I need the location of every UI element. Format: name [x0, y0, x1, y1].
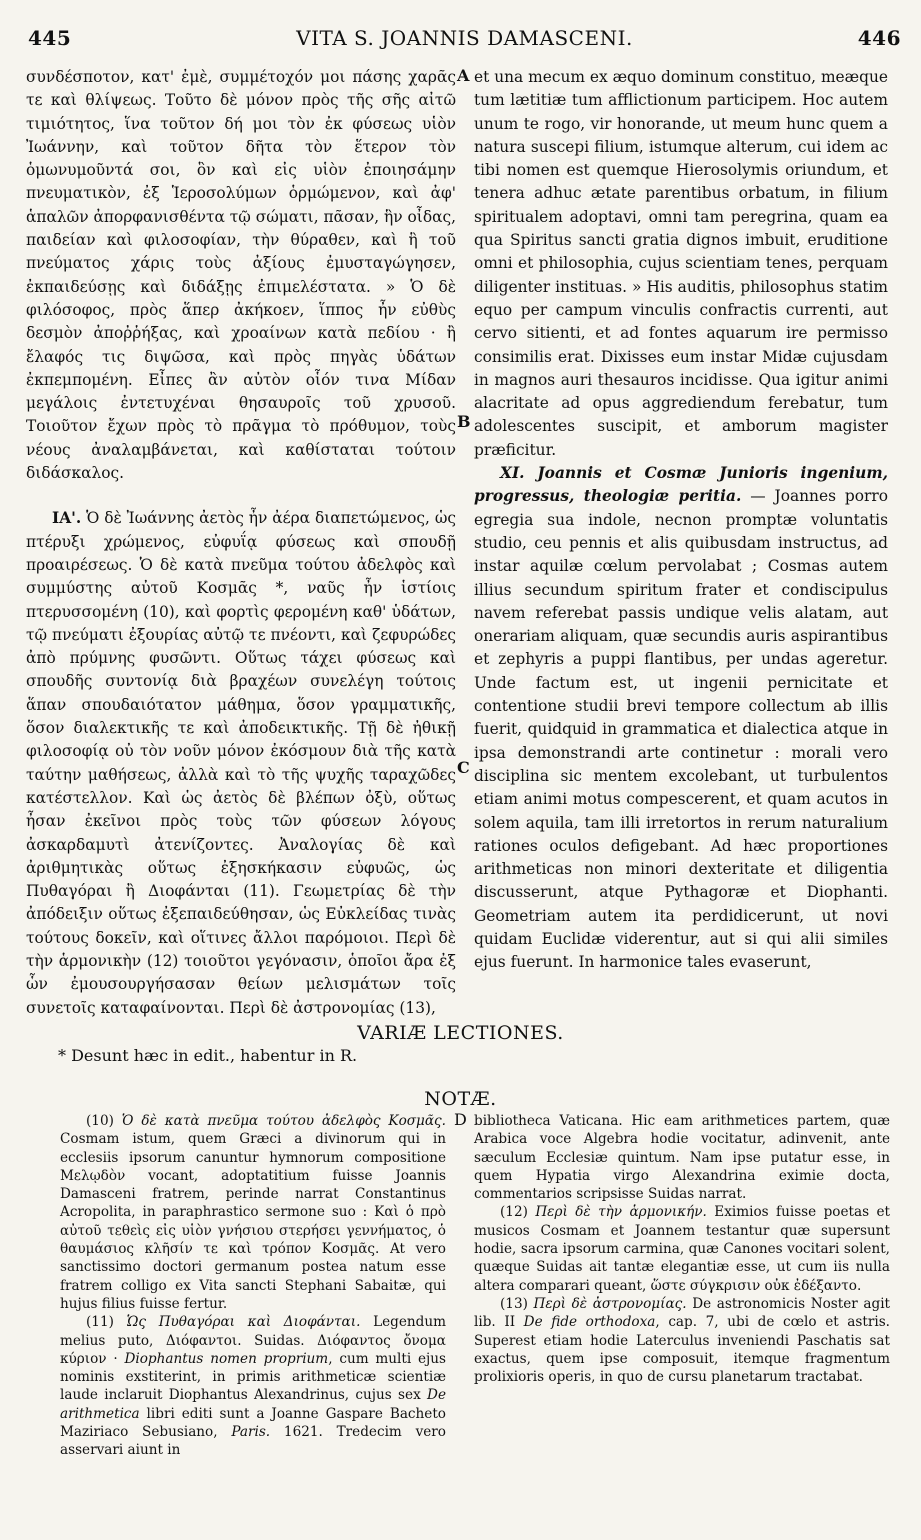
- page-number-left: 445: [28, 26, 72, 50]
- greek-paragraph-2: [26, 507, 456, 1020]
- margin-letter-c: C: [457, 758, 470, 777]
- margin-letter-b: B: [457, 412, 471, 431]
- note-11-italic-2: De arithmetica: [60, 1387, 446, 1422]
- note-11-number: (11): [86, 1314, 114, 1331]
- latin-paragraph-2-text: — Joannes porro egregia sua indole, necnon promptæ voluntatis studio, ceu pennis et alis quibusdam instructus, ad instar aquilæ cœlum pervolabat ; Cosmas autem illius secundum spiritum frater et condiscipulus navem referebat passis undique velis alatam, aut onerariam aliquam, quæ secundis auris aspirantibus et zephyris a puppi flantibus, per undas ageretur. Unde factum est, ut ingenii pernicitate et contentione studii brevi tempore collectum ab illis fuerit, quidquid in grammatica et dialectica atque in ipsa demonstrandi arte continetur : morali vero disciplina sic mentem excolebant, ut turbulentos etiam animi motus compescerent, et quam acutos in solem aquila, tam illi irretortos in rerum naturalium rationes oculos defigebant. Ad hæc proportiones arithmeticas non minori dexteritate et diligentia discusserunt, atque Pythagoræ et Diophanti. Geometriam autem ita perdidicerunt, ut novi quidam Euclidæ viderentur, aut si qui alii similes ejus fuerunt. In harmonice tales evaserunt,: [474, 487, 888, 972]
- note-11: [60, 1313, 446, 1459]
- note-13: [474, 1295, 890, 1386]
- note-12-lemma: Περὶ δὲ τὴν ἁρμονικήν.: [527, 1204, 707, 1221]
- note-11-text-a: Legendum melius puto, Διόφαντοι. Suidas. Διόφαντος ὄνομα κύριον ·: [60, 1314, 446, 1367]
- variae-lectiones-heading: VARIÆ LECTIONES.: [357, 1022, 564, 1044]
- greek-paragraph-1: συνδέσποτον, κατ' ἐμὲ, συμμέτοχόν μοι πάσης χαρᾶς τε καὶ θλίψεως. Τοῦτο δὲ μόνον πρὸς τῆς σῆς αἰτῶ τιμιότητος, ἵνα τοῦτον δή μοι τὸν ἐκ φύσεως υἱὸν Ἰωάννην, καὶ τοῦτον δῆτα τὸν ἕτερον τὸν ὁμωνυμοῦντά σοι, ὃν καὶ εἰς υἱὸν ἐποιησάμην πνευματικὸν, ἐξ Ἱεροσολύμων ὁρμώμενον, καὶ ἀφ' ἁπαλῶν ἀπορφανισθέντα τῷ σώματι, πᾶσαν, ἣν οἶδας, παιδείαν καὶ φιλοσοφίαν, τὴν θύραθεν, καὶ ἣ τοῦ πνεύματος χάρις τοὺς ἀξίους ἐμυσταγώγησεν, ἐκπαιδεύσῃς καὶ διδάξῃς ἐπιμελέστατα. » Ὁ δὲ φιλόσοφος, πρὸς ἅπερ ἀκήκοεν, ἵππος ἦν εὐθὺς δεσμὸν ἀποῤῥήξας, καὶ χροαίνων κατὰ πεδίου · ἢ ἔλαφός τις διψῶσα, καὶ πρὸς πηγὰς ὑδάτων ἐκπεμπομένη. Εἶπες ἂν αὐτὸν οἷόν τινα Μίδαν μεγάλοις ἐντετυχέναι θησαυροῖς τοῦ χρυσοῦ. Τοιοῦτον ἔχων πρὸς τὸ πρᾶγμα τὸ πρόθυμον, τοὺς νέους ἀναλαμβάνεται, καὶ καθίσταται τούτοιν διδάσκαλος.: [26, 68, 456, 483]
- notes-right-column: [474, 1112, 890, 1386]
- note-10-text: Cosmam istum, quem Græci a divinorum qui in ecclesiis ipsorum canuntur hymnorum compositione Μελῳδὸν vocant, adoptatitium fuisse Joannis Damasceni fratrem, perinde narrat Constantinus Acropolita, in paraphrastico sermone suo : Καὶ ὁ πρὸ αὐτοῦ τεθεὶς εἰς υἱὸν γνήσιου στερήσει γεννήματος, ὁ θαυμάσιος κλῆσίν τε καὶ τρόπον Κοσμᾶς. At vero sanctissimo doctori germanum postea natum esse fratrem colligo ex Vita sancti Stephani Sabaitæ, qui hujus filius fuisse fertur.: [60, 1131, 446, 1312]
- greek-column: [26, 66, 456, 1020]
- note-11-italic-3: Paris.: [231, 1424, 271, 1441]
- running-title: VITA S. JOANNIS DAMASCENI.: [296, 26, 633, 50]
- note-11-lemma: Ὡς Πυθαγόραι καὶ Διοφάνται.: [113, 1314, 361, 1331]
- notes-left-column: [60, 1112, 446, 1460]
- latin-column: [474, 66, 888, 975]
- note-12-number: (12): [500, 1204, 528, 1221]
- note-12-text: Eximios fuisse poetas et musicos Cosmam et Joannem testantur quæ supersunt hodie, sacra ipsorum carmina, quæ Canones vocitari solent, quæque Suidas ait tantæ elegantiæ esse, ut cum iis nulla altera comparari queant, ὥστε σύγκρισιν οὐκ ἐδέξαντο.: [474, 1204, 891, 1294]
- note-13-text-b: , cap. 7, ubi de cœlo et astris. Superest etiam hodie Laterculus inveniendi Paschatis sat exactus, quem ipse composuit, itemque fragmentum prolixioris operis, in quo de cursu planetarum tractabat.: [474, 1314, 890, 1386]
- note-10-number: (10): [86, 1113, 114, 1129]
- note-11-text-b: , cum multi ejus nominis exstiterint, in primis arithmeticæ scientiæ laude inclaruit Diophantus Alexandrinus, cujus sex: [60, 1350, 446, 1404]
- note-13-italic: De fide orthodoxa: [523, 1314, 656, 1331]
- margin-letter-d: D: [454, 1110, 467, 1129]
- latin-section-heading: XI. Joannis et Cosmæ Junioris ingenium, progressus, theologiæ peritia.: [474, 464, 888, 506]
- running-header: [28, 26, 901, 56]
- note-13-number: (13): [500, 1295, 528, 1312]
- note-13-text-a: De astronomicis Noster agit lib. II: [474, 1295, 891, 1331]
- note-11-text-c: libri editi sunt a Joanne Gaspare Bacheto Maziriaco Sebusiano,: [60, 1405, 446, 1441]
- notae-heading: NOTÆ.: [424, 1088, 497, 1110]
- page-number-right: 446: [857, 26, 901, 50]
- note-11-continued: bibliotheca Vaticana. Hic eam arithmetices partem, quæ Arabica voce Algebra hodie vocitatur, adinvenit, ante sæculum Ecclesiæ quintum. Nam ipse putatur esse, in quem Hypatia virgo Alexandrina eximie docta, commentarios scripsisse Suidas narrat.: [474, 1113, 890, 1203]
- note-12: [474, 1203, 890, 1294]
- note-10: [60, 1112, 446, 1313]
- latin-paragraph-2: [474, 462, 888, 975]
- note-13-lemma: Περὶ δὲ ἀστρονομίας.: [527, 1295, 687, 1312]
- note-10-lemma: Ὁ δὲ κατὰ πνεῦμα τούτου ἀδελφὸς Κοσμᾶς.: [113, 1113, 446, 1129]
- note-11-text-d: 1621. Tredecim vero asservari aiunt in: [60, 1424, 446, 1459]
- margin-letter-a: A: [457, 66, 470, 85]
- latin-paragraph-1: et una mecum ex æquo dominum constituo, meæque tum lætitiæ tum afflictionum participem. Hoc autem unum te rogo, vir honorande, ut meum hunc quem a natura suscepi filium, istumque alterum, cui idem ac tibi nomen est quemque Hierosolymis oriundum, et tenera adhuc ætate parentibus orbatum, in filium spiritualem adoptavi, omni tam peregrina, quam ea qua Spiritus sancti gratia dignos imbuit, eruditione omni et philosophia, cujus scientiam tenes, perquam diligenter instituas. » His auditis, philosophus statim equo per campum vinculis confractis currenti, aut cervo sitienti, et ad fontes aquarum ire permisso consimilis erat. Dixisses eum instar Midæ cujusdam in magnos auri thesauros incidisse. Qua igitur animi alacritate ad opus aggrediendum ferebatur, tum adolescentes suscipit, et amborum magister præficitur.: [474, 68, 888, 459]
- note-11-italic-1: Diophantus nomen proprium: [124, 1350, 329, 1367]
- greek-paragraph-2-text: Ὁ δὲ Ἰωάννης ἀετὸς ἦν ἀέρα διαπετώμενος, ὡς πτέρυξι χρώμενος, εὐφυΐᾳ φύσεως καὶ σπουδῇ προαιρέσεως. Ὁ δὲ κατὰ πνεῦμα τούτου ἀδελφὸς καὶ συμμύστης αὐτοῦ Κοσμᾶς *, ναῦς ἦν ἱστίοις πτερυσσομένη (10), καὶ φορτὶς φερομένη καθ' ὑδάτων, τῷ πνεύματι ἐξουρίας αὐτῷ τε πνέοντι, καὶ ζεφυρώδες ἀπὸ πρύμνης φυσῶντι. Οὕτως τάχει φύσεως καὶ σπουδῆς συντονίᾳ διὰ βραχέων συνελέγη τούτοις ἅπαν σπουδαιότατον μάθημα, ὅσον γραμματικῆς, ὅσον διαλεκτικῆς τε καὶ ἀποδεικτικῆς. Τῇ δὲ ἠθικῇ φιλοσοφίᾳ οὐ τὸν νοῦν μόνον ἐκόσμουν διὰ τῆς κατὰ ταύτην μαθήσεως, ἀλλὰ καὶ τὸ τῆς ψυχῆς ταραχῶδες κατέστελλον. Καὶ ὡς ἀετὸς δὲ βλέπων ὀξὺ, οὕτως ἦσαν ἐκεῖνοι πρὸς τοὺς τῶν φύσεων λόγους ἀσκαρδαμυτὶ ἀτενίζοντες. Ἀναλογίας δὲ καὶ ἀριθμητικὰς οὕτως ἐξησκήκασιν εὐφυῶς, ὡς Πυθαγόραι ἢ Διοφάνται (11). Γεωμετρίας δὲ τὴν ἀπόδειξιν οὕτως ἐξεπαιδεύθησαν, ὡς Εὐκλείδας τινὰς τούτους δοκεῖν, καὶ οἵτινες ἄλλοι παρόμοιοι. Περὶ δὲ τὴν ἁρμονικὴν (12) τοιοῦτοι γεγόνασιν, ὁποῖοι ἄρα ἐξ ὧν ἐμουσουργήσασαν θείων μελισμάτων τοῖς συνετοῖς καταφαίνονται. Περὶ δὲ ἀστρονομίας (13),: [26, 509, 456, 1017]
- variant-reading: * Desunt hæc in edit., habentur in R.: [58, 1046, 358, 1065]
- greek-section-number: ΙΑ'.: [52, 509, 82, 528]
